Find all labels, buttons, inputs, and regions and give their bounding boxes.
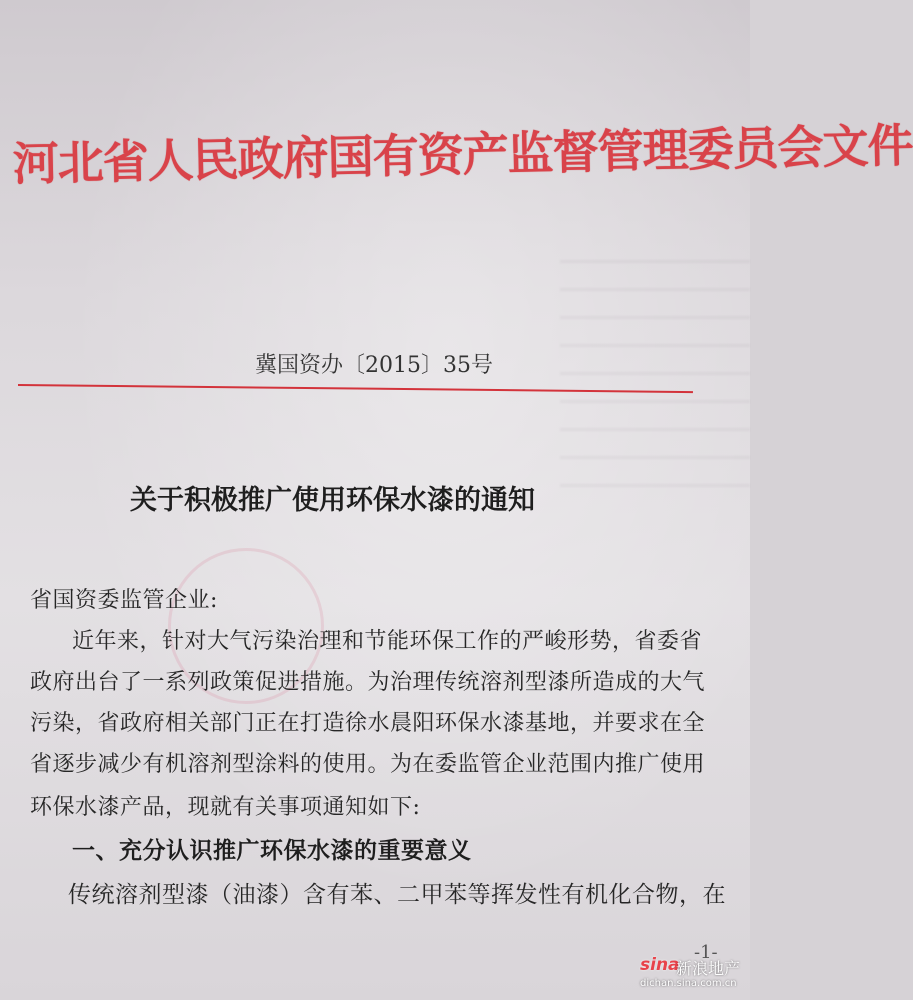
document-number: 冀国资办〔2015〕35号 <box>255 353 493 378</box>
paragraph-line-4: 省逐步减少有机溶剂型涂料的使用。为在委监管企业范围内推广使用 <box>30 752 706 777</box>
page-number: -1- <box>694 942 718 963</box>
watermark-url: dichan.sina.com.cn <box>640 978 737 989</box>
paragraph-line-1: 近年来，针对大气污染治理和节能环保工作的严峻形势，省委省 <box>72 629 703 654</box>
document-header-title: 河北省人民政府国有资产监督管理委员会文件 <box>12 118 913 191</box>
paragraph-line-5: 环保水漆产品，现就有关事项通知如下: <box>30 795 421 820</box>
paragraph-line-3: 污染，省政府相关部门正在打造徐水晨阳环保水漆基地，并要求在全 <box>30 711 706 736</box>
section-1-line-1: 传统溶剂型漆（油漆）含有苯、二甲苯等挥发性有机化合物，在 <box>68 882 726 908</box>
section-1-heading: 一、充分认识推广环保水漆的重要意义 <box>72 838 472 864</box>
paragraph-line-2: 政府出台了一系列政策促进措施。为治理传统溶剂型漆所造成的大气 <box>30 670 706 695</box>
sina-logo: sina <box>640 955 680 975</box>
sina-watermark <box>640 955 750 1000</box>
bleed-through-texture <box>560 260 750 500</box>
notice-title: 关于积极推广使用环保水漆的通知 <box>130 485 535 516</box>
watermark-text: 新浪地产 <box>676 959 741 978</box>
salutation: 省国资委监管企业: <box>30 588 218 613</box>
